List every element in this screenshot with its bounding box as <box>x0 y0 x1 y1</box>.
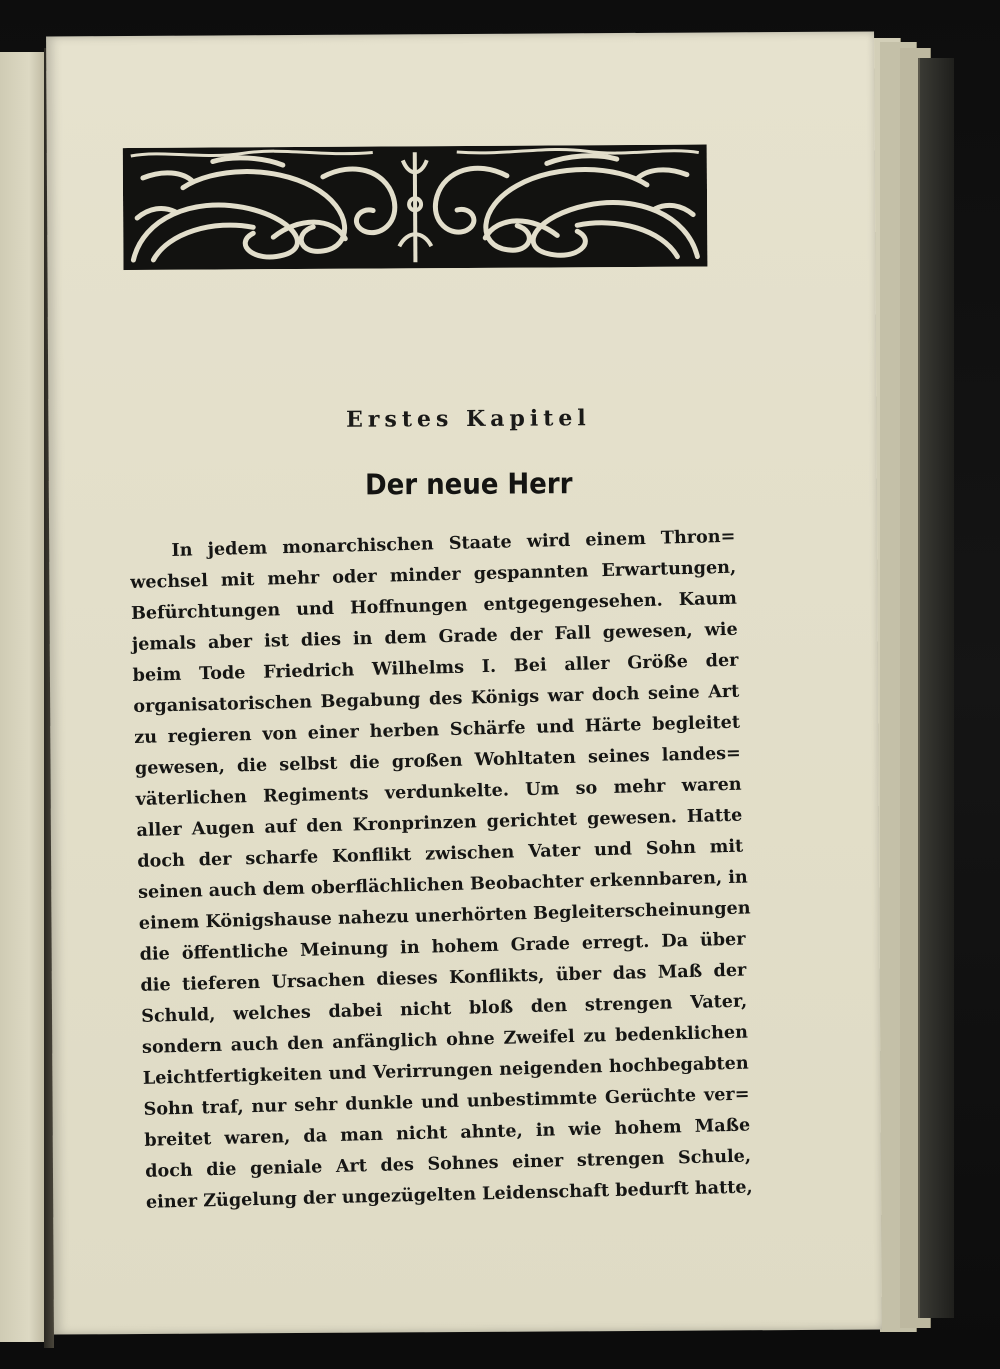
text-line: aller Augen auf den Kronprinzen gerichtet gewesen. Hatte <box>136 804 743 841</box>
text-line: Schuld, welches dabei nicht bloß den strengen Vater, <box>140 990 748 1027</box>
book-page <box>46 31 882 1334</box>
text-line: In jedem monarchischen Staate wird einem Thron= <box>171 525 736 561</box>
text-line: die tieferen Ursachen dieses Konflikts, über das Maß der <box>140 959 747 996</box>
text-line: Leichtfertigkeiten und Verirrungen neigenden hochbegabten <box>142 1052 749 1089</box>
text-line: sondern auch den anfänglich ohne Zweifel zu bedenklichen <box>141 1021 749 1058</box>
text-line: gewesen, die selbst die großen Wohltaten seines landes= <box>134 742 742 779</box>
text-line: väterlichen Regiments verdunkelte. Um so mehr waren <box>135 773 742 810</box>
text-line: seinen auch dem oberflächlichen Beobachter erkennbaren, in <box>137 866 748 903</box>
text-line: Sohn traf, nur sehr dunkle und unbestimmte Gerüchte ver= <box>143 1083 750 1120</box>
chapter-title: Der neue Herr <box>364 467 573 503</box>
book-cover-edge <box>918 58 954 1318</box>
text-line: beim Tode Friedrich Wilhelms I. Bei aller Größe der <box>132 649 739 686</box>
chapter-label: Erstes Kapitel <box>346 405 591 433</box>
text-line: zu regieren von einer herben Schärfe und Härte begleitet <box>133 711 741 748</box>
text-line: einem Königshause nahezu unerhörten Begleiterscheinungen <box>138 897 751 934</box>
text-line: breitet waren, da man nicht ahnte, in wie hohem Maße <box>144 1114 751 1151</box>
text-line: einer Zügelung der ungezügelten Leidenschaft bedurft hatte, <box>145 1176 753 1213</box>
text-line: doch der scharfe Konflikt zwischen Vater und Sohn mit <box>137 835 744 872</box>
text-line: organisatorischen Begabung des Königs war doch seine Art <box>133 680 740 717</box>
text-line: wechsel mit mehr oder minder gespannten Erwartungen, <box>130 556 737 594</box>
text-line: die öffentliche Meinung in hohem Grade erregt. Da über <box>139 928 746 965</box>
text-line: doch die geniale Art des Sohnes einer strengen Schule, <box>144 1145 752 1182</box>
text-line: jemals aber ist dies in dem Grade der Fall gewesen, wie <box>131 618 738 656</box>
text-line: Befürchtungen und Hoffnungen entgegengesehen. Kaum <box>130 587 738 625</box>
decorative-headpiece-ornament <box>123 145 708 271</box>
facing-page-edge <box>0 52 50 1342</box>
body-paragraph <box>129 521 752 1218</box>
